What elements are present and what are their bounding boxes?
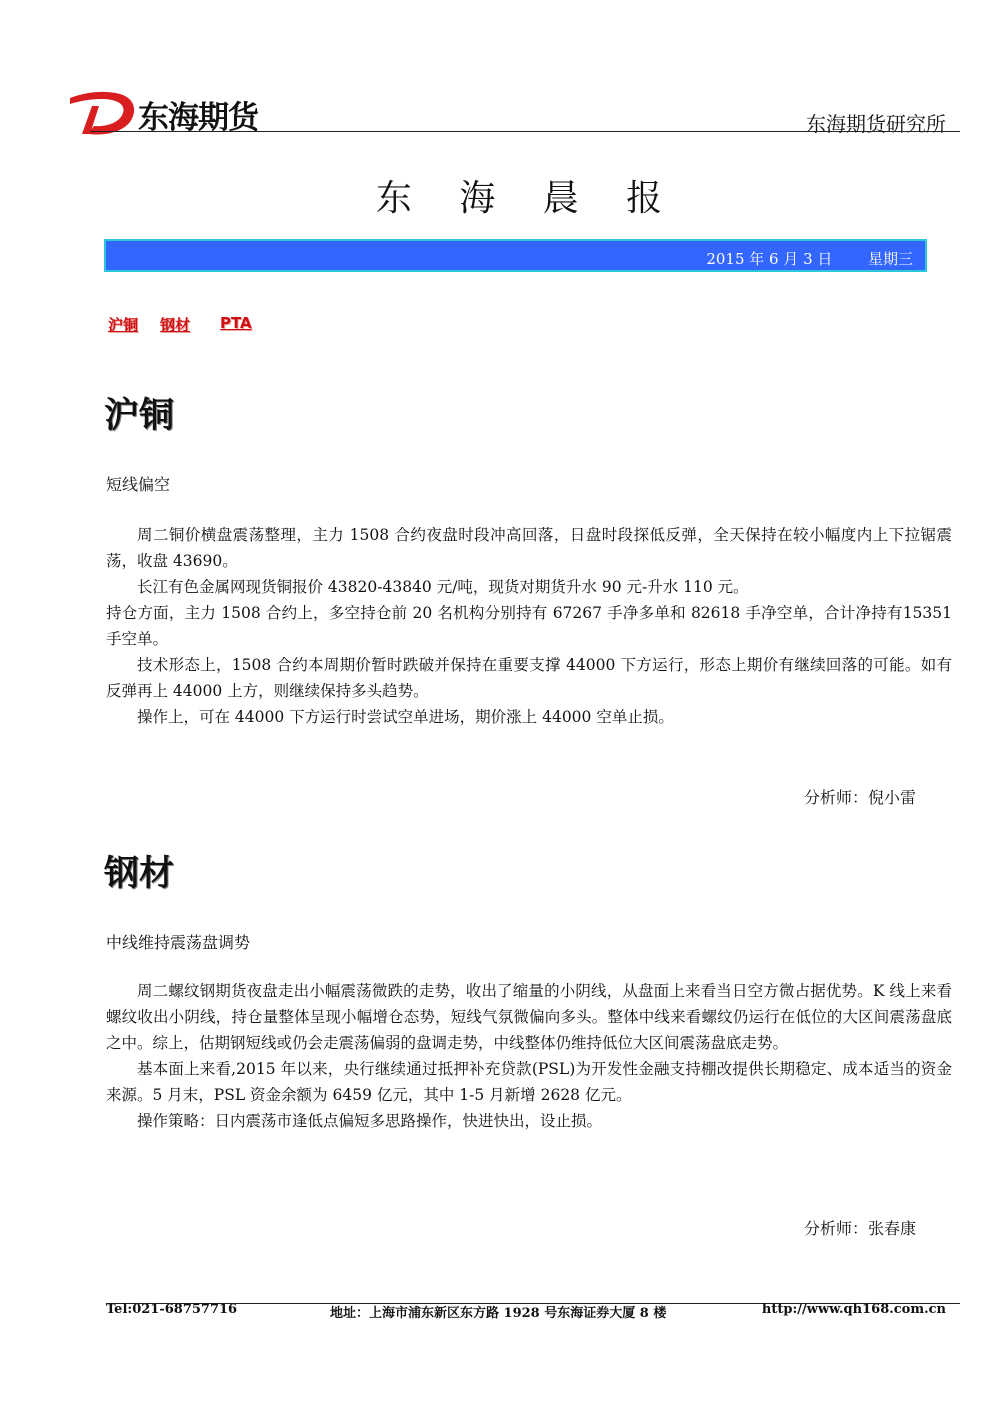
footer-tel: Tel:021-68757716 — [106, 1302, 238, 1317]
date-text — [706, 248, 913, 269]
section-subtitle-copper: 短线偏空 — [106, 475, 171, 494]
logo-d-mark-icon — [68, 86, 140, 136]
report-title: 东 海 晨 报 — [375, 178, 681, 219]
logo-text: 东海期货 — [138, 100, 258, 136]
section-subtitle-steel: 中线维持震荡盘调势 — [106, 933, 251, 952]
report-date: 2015 年 6 月 3 日 — [706, 250, 833, 268]
toc-link-pta[interactable]: PTA — [220, 314, 252, 332]
section-body-copper — [106, 522, 952, 730]
date-bar — [104, 239, 927, 272]
toc-link-copper[interactable]: 沪铜 — [108, 316, 139, 334]
header-divider — [90, 131, 960, 132]
footer-address: 地址：上海市浦东新区东方路 1928 号东海证券大厦 8 楼 — [330, 1306, 667, 1321]
section-title-copper: 沪铜 — [104, 396, 175, 436]
section-body-steel — [106, 978, 952, 1134]
section-title-steel: 钢材 — [104, 854, 175, 894]
institute-name: 东海期货研究所 — [806, 112, 946, 136]
paragraph: 周二螺纹钢期货夜盘走出小幅震荡微跌的走势，收出了缩量的小阴线，从盘面上来看当日空方微占据优势。K 线上来看螺纹收出小阴线，持仓量整体呈现小幅增仓态势，短线气氛微偏向多头。整体中线来看螺纹仍运行在低位的大区间震荡盘底之中。综上，估期钢短线或仍会走震荡偏弱的盘调走势，中线整体仍维持低位大区间震荡盘底走势。 — [106, 982, 952, 1052]
paragraph: 长江有色金属网现货铜报价 43820-43840 元/吨，现货对期货升水 90 元-升水 110 元。 — [137, 578, 749, 596]
paragraph: 基本面上来看,2015 年以来，央行继续通过抵押补充贷款(PSL)为开发性金融支持棚改提供长期稳定、成本适当的资金来源。5 月末，PSL 资金余额为 6459 亿元，其中 1-5 月新增 2628 亿元。 — [106, 1060, 952, 1104]
paragraph: 技术形态上，1508 合约本周期价暂时跌破并保持在重要支撑 44000 下方运行，形态上期价有继续回落的可能。如有反弹再上 44000 上方，则继续保持多头趋势。 — [106, 656, 952, 700]
paragraph: 周二铜价横盘震荡整理，主力 1508 合约夜盘时段冲高回落，日盘时段探低反弹，全天保持在较小幅度内上下拉锯震荡，收盘 43690。 — [106, 526, 952, 570]
report-weekday: 星期三 — [867, 250, 913, 268]
paragraph: 操作上，可在 44000 下方运行时尝试空单进场，期价涨上 44000 空单止损。 — [137, 708, 674, 726]
paragraph: 持仓方面，主力 1508 合约上，多空持仓前 20 名机构分别持有 67267 手净多单和 82618 手净空单，合计净持有15351 手空单。 — [106, 604, 952, 648]
analyst-copper: 分析师：倪小雷 — [803, 788, 916, 807]
paragraph: 操作策略：日内震荡市逢低点偏短多思路操作，快进快出，设止损。 — [137, 1112, 603, 1130]
footer-website[interactable]: http://www.qh168.com.cn — [761, 1302, 946, 1317]
analyst-steel: 分析师：张春康 — [803, 1219, 916, 1238]
toc-link-steel[interactable]: 钢材 — [160, 316, 191, 334]
